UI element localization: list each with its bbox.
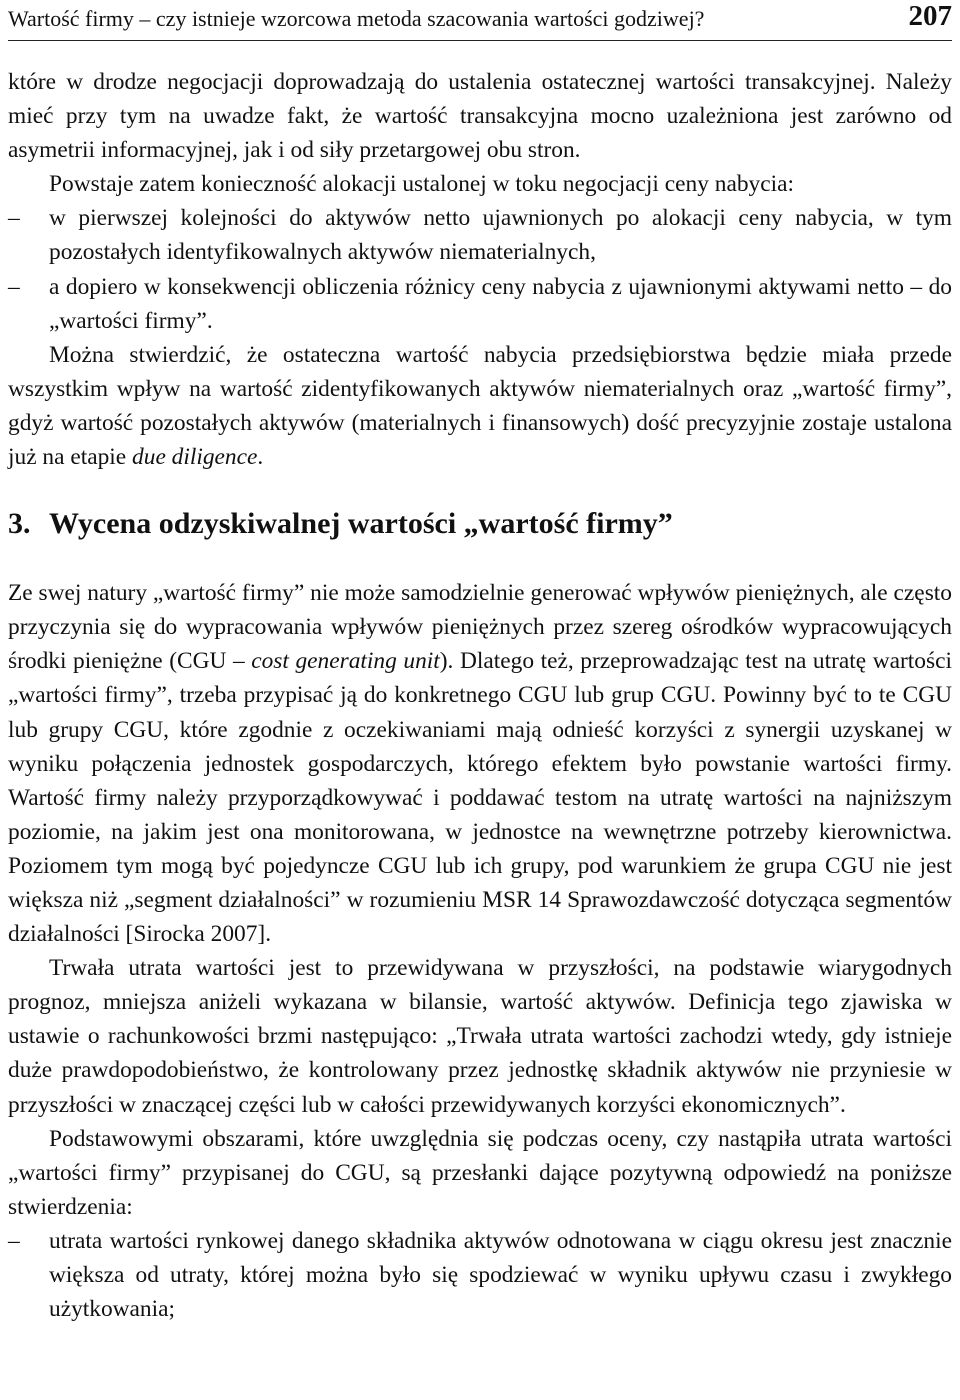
paragraph-purchase-value (8, 338, 952, 474)
page-number: 207 (908, 0, 952, 32)
list-dash: – (8, 205, 20, 232)
section-number: 3. (8, 507, 31, 541)
list-item (8, 1224, 952, 1326)
paragraph-text-end: ). Dlatego też, przeprowadzając test na utratę wartości „wartości firmy”, trzeba przypisać ją do konkretnego CGU lub grup CGU. Powinny być to te CGU lub grupy CGU, które zgodnie z oczekiwaniami mają odnieść korzyści z synergii uzyskanej w wyniku połączenia jednostek gospodarczych, którego efektem było powstanie wartości firmy. Wartość firmy należy przyporządkowywać i poddawać testom na utratę wartości na najniższym poziomie, na jakim jest ona monitorowana, w jednostce na wewnętrzne potrzeby kierownictwa. Poziomem tym mogą być pojedyncze CGU lub ich grupy, pod warunkiem że grupa CGU nie jest większa niż „segment działalności” w rozumieniu MSR 14 Sprawozdawczość dotycząca segmentów działalności [Sirocka 2007]. (8, 648, 952, 948)
impairment-list (8, 1224, 952, 1326)
paragraph-impairment-definition: Trwała utrata wartości jest to przewidywana w przyszłości, na podstawie wiarygodnych prognoz, mniejsza aniżeli wykazana w bilansie, wartość aktywów. Definicja tego zjawiska w ustawie o rachunkowości brzmi następująco: „Trwała utrata wartości zachodzi wtedy, gdy istnieje duże prawdopodobieństwo, że kontrolowany przez jednostkę składnik aktywów nie przyniesie w przyszłości w znaczącej części lub w całości przewidywanych korzyści ekonomicznych”. (8, 955, 952, 1118)
list-item-text: utrata wartości rynkowej danego składnika aktywów odnotowana w ciągu okresu jest znacznie większa od utraty, której można było się spodziewać w wyniku upływu czasu i zwykłego użytkowania; (49, 1227, 952, 1323)
paragraph-allocation-intro: Powstaje zatem konieczność alokacji ustalonej w toku negocjacji ceny nabycia: (49, 171, 794, 198)
paragraph-text-end: . (257, 444, 264, 471)
paragraph-text: Ze swej natury „wartość firmy” nie może samodzielnie generować wpływów pieniężnych, ale często przyczynia się do wypracowania wpływów pieniężnych przez szereg ośrodków wypracowujących środki pieniężne (CGU – (8, 580, 952, 675)
section-title: Wycena odzyskiwalnej wartości „wartość firmy” (49, 507, 673, 541)
list-dash: – (8, 1227, 20, 1254)
list-item (8, 201, 952, 269)
paragraph-impairment-areas: Podstawowymi obszarami, które uwzględnia się podczas oceny, czy nastąpiła utrata wartości „wartości firmy” przypisanej do CGU, są przesłanki dające pozytywną odpowiedź na poniższe stwierdzenia: (8, 1125, 952, 1220)
list-item (8, 270, 952, 338)
running-header (8, 0, 952, 41)
paragraph-cgu (8, 576, 952, 951)
italic-term: cost generating unit (251, 648, 440, 675)
list-dash: – (8, 273, 20, 300)
running-header-title: Wartość firmy – czy istnieje wzorcowa metoda szacowania wartości godziwej? (8, 6, 705, 31)
list-item-text: w pierwszej kolejności do aktywów netto ujawnionych po alokacji ceny nabycia, w tym pozostałych identyfikowalnych aktywów niematerialnych, (49, 205, 952, 266)
list-item-text: a dopiero w konsekwencji obliczenia różnicy ceny nabycia z ujawnionymi aktywami netto – do „wartości firmy”. (49, 273, 952, 334)
section-heading (8, 506, 952, 542)
paragraph-continued: które w drodze negocjacji doprowadzają do ustalenia ostatecznej wartości transakcyjnej. Należy mieć przy tym na uwadze fakt, że wartość transakcyjna mocno uzależniona jest zarówno od asymetrii informacyjnej, jak i od siły przetargowej obu stron. (8, 69, 952, 164)
italic-term: due diligence (132, 444, 258, 471)
allocation-list (8, 201, 952, 337)
page-body (8, 65, 952, 1326)
paragraph-text: Można stwierdzić, że ostateczna wartość nabycia przedsiębiorstwa będzie miała przede wszystkim wpływ na wartość zidentyfikowanych aktywów niematerialnych oraz „wartość firmy”, gdyż wartość pozostałych aktywów (materialnych i finansowych) dość precyzyjnie zostaje ustalona już na etapie (8, 341, 952, 471)
